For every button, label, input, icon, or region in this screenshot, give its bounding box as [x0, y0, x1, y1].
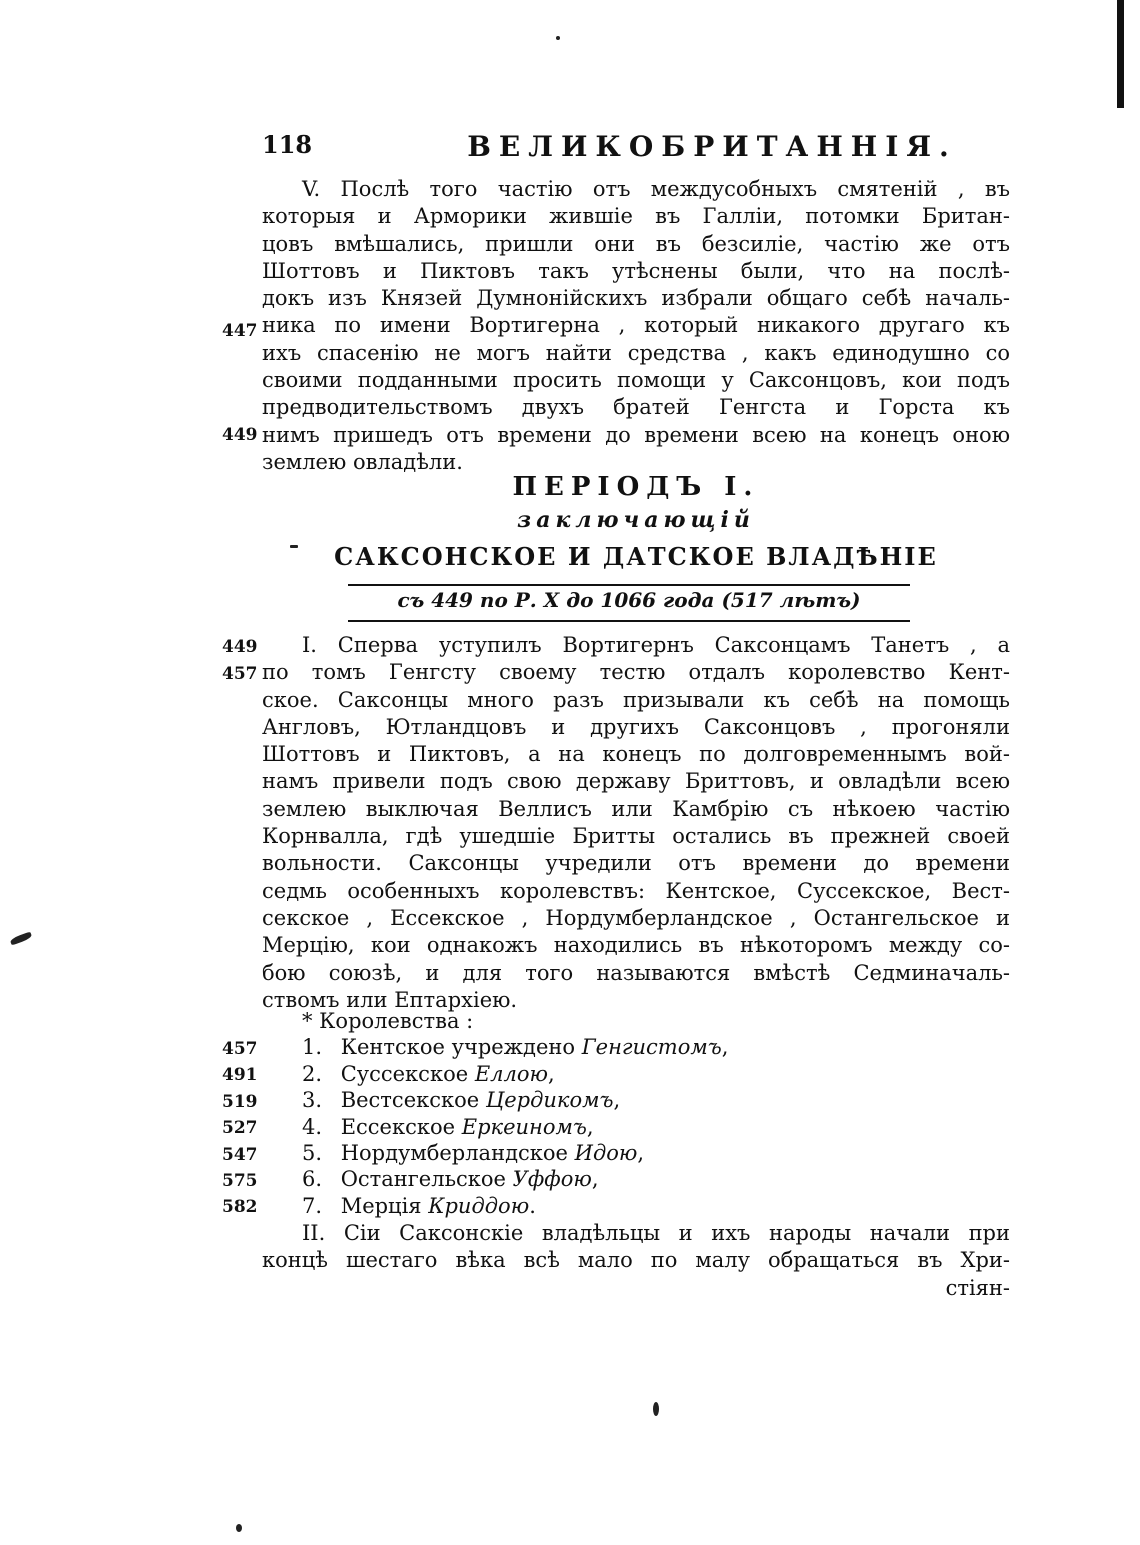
- running-title: ВЕЛИКОБРИТАННІЯ.: [467, 130, 957, 163]
- margin-year: 519: [222, 1092, 258, 1112]
- item-number: 4.: [302, 1114, 323, 1139]
- text-line: II. Сіи Саксонскіе владѣльцы и ихъ народы начали при: [302, 1221, 1010, 1245]
- margin-year: 527: [222, 1118, 258, 1138]
- item-number: 6.: [302, 1167, 323, 1192]
- list-item: [262, 1193, 1010, 1219]
- kingdoms-heading: * Королевства :: [302, 1009, 474, 1033]
- section-i-paragraph: [262, 632, 1010, 1014]
- text-line: Корнвалла, гдѣ ушедшіе Бритты остались въ прежней своей: [262, 824, 1010, 849]
- item-number: 1.: [302, 1035, 323, 1060]
- margin-year: 582: [222, 1197, 258, 1217]
- period-heading: САКСОНСКОЕ И ДАТСКОЕ ВЛАДѢНІЕ: [334, 542, 938, 571]
- kingdom-ruler: Генгистомъ: [581, 1035, 722, 1060]
- text-line: I. Сперва уступилъ Вортигернъ Саксонцамъ Танетъ , а: [302, 633, 1010, 657]
- text-line: ника по имени Вортигерна , который никакого другаго къ: [262, 313, 1010, 338]
- print-speck: [653, 1402, 659, 1416]
- text-line: землею овладѣли.: [262, 449, 463, 474]
- text-line: Шоттовъ и Пиктовъ такъ утѣснены были, что на послѣ-: [262, 258, 1010, 283]
- kingdom-name: Остангельское: [340, 1167, 506, 1192]
- kingdom-name: Мерція: [340, 1193, 422, 1218]
- kingdom-ruler: Цердикомъ: [485, 1088, 614, 1113]
- item-punct: .: [529, 1193, 536, 1218]
- list-item: [262, 1166, 1010, 1192]
- list-item: [262, 1114, 1010, 1140]
- list-item: [262, 1140, 1010, 1166]
- kingdoms-list: [262, 1008, 1010, 1219]
- text-line: бою союзѣ, и для того называются вмѣстѣ Седминачаль-: [262, 960, 1010, 985]
- period-subtitle: заключающій: [517, 507, 755, 533]
- text-line: своими подданными просить помощи у Саксонцовъ, кои подъ: [262, 368, 1010, 393]
- print-speck: [556, 36, 560, 40]
- text-line: седмь особенныхъ королевствъ: Кентское, Суссекское, Вест-: [262, 878, 1010, 903]
- margin-year: 491: [222, 1065, 258, 1085]
- text-line: которыя и Арморики жившіе въ Галліи, потомки Британ-: [262, 204, 1010, 229]
- print-speck: [236, 1524, 242, 1532]
- list-item: [262, 1061, 1010, 1087]
- text-line: ихъ спасенію не могъ найти средства , какъ единодушно со: [262, 340, 1010, 365]
- kingdom-ruler: Криддою: [428, 1193, 530, 1218]
- divider-rule: [348, 584, 910, 586]
- text-line: вольности. Саксонцы учредили отъ времени до времени: [262, 851, 1010, 876]
- item-punct: ,: [721, 1035, 729, 1060]
- text-line: секское , Ессекское , Нордумберландское , Остангельское и: [262, 905, 1010, 930]
- catchword: стіян-: [945, 1275, 1010, 1300]
- kingdom-ruler: Еркеиномъ: [461, 1114, 587, 1139]
- item-number: 5.: [302, 1140, 323, 1165]
- text-line: Мерцію, кои однакожъ находились въ нѣкоторомъ между со-: [262, 933, 1010, 958]
- item-punct: ,: [637, 1140, 645, 1165]
- margin-year: 449: [222, 637, 258, 657]
- kingdom-name: Кентское учреждено: [340, 1035, 576, 1060]
- list-item: [262, 1087, 1010, 1113]
- text-line: концѣ шестаго вѣка всѣ мало по малу обращаться въ Хри-: [262, 1248, 1010, 1273]
- text-line: по томъ Генгсту своему тестю отдалъ королевство Кент-: [262, 660, 1010, 685]
- page-header: [262, 130, 1010, 166]
- kingdom-name: Суссекское: [340, 1061, 469, 1086]
- page-number: 118: [262, 130, 313, 159]
- text-line: докъ изъ Князей Думнонійскихъ избрали общаго себѣ началь-: [262, 286, 1010, 311]
- kingdom-ruler: Идою: [574, 1140, 638, 1165]
- text-line: нимъ пришедъ отъ времени до времени всею на конецъ оною: [262, 422, 1010, 447]
- item-number: 2.: [302, 1061, 323, 1086]
- margin-year: 449: [222, 425, 258, 445]
- margin-year: 447: [222, 321, 258, 341]
- kingdom-name: Ессекское: [340, 1114, 456, 1139]
- text-line: Англовъ, Ютландцовъ и другихъ Саксонцовъ , прогоняли: [262, 714, 1010, 739]
- period-title: ПЕРІОДЪ I.: [512, 472, 760, 502]
- section-ii-paragraph: [262, 1220, 1010, 1302]
- kingdom-name: Нордумберландское: [340, 1140, 568, 1165]
- ink-blot: [9, 931, 32, 945]
- kingdom-ruler: Еллою: [474, 1061, 549, 1086]
- kingdom-name: Вестсекское: [340, 1088, 480, 1113]
- margin-year: 457: [222, 664, 258, 684]
- text-line: Шоттовъ и Пиктовъ, а на конецъ по долговременнымъ вой-: [262, 742, 1010, 767]
- text-line: цовъ вмѣшались, пришли они въ безсиліе, частію же отъ: [262, 231, 1010, 256]
- text-line: ское. Саксонцы много разъ призывали къ себѣ на помощь: [262, 687, 1010, 712]
- margin-year: 575: [222, 1171, 258, 1191]
- text-line: ствомъ или Ептархіею.: [262, 987, 518, 1012]
- kingdom-ruler: Уффою: [512, 1167, 592, 1192]
- item-number: 3.: [302, 1088, 323, 1113]
- divider-rule: [348, 620, 910, 622]
- page-edge-shadow: [1117, 0, 1124, 108]
- text-line: V. Послѣ того частію отъ междусобныхъ смятеній , въ: [302, 177, 1010, 201]
- text-line: намъ привели подъ свою державу Бриттовъ, и овладѣли всею: [262, 769, 1010, 794]
- item-punct: ,: [613, 1088, 621, 1113]
- period-range: съ 449 по Р. X до 1066 года (517 лѣтъ): [397, 588, 861, 612]
- section-v-paragraph: [262, 176, 1010, 476]
- text-line: предводительствомъ двухъ братей Генгста и Горста къ: [262, 395, 1010, 420]
- margin-year: 547: [222, 1145, 258, 1165]
- item-punct: ,: [591, 1167, 599, 1192]
- item-number: 7.: [302, 1193, 323, 1218]
- text-line: землею выключая Веллисъ или Камбрію съ нѣкоею частію: [262, 796, 1010, 821]
- margin-year: 457: [222, 1039, 258, 1059]
- list-item: [262, 1034, 1010, 1060]
- item-punct: ,: [586, 1114, 594, 1139]
- item-punct: ,: [548, 1061, 555, 1086]
